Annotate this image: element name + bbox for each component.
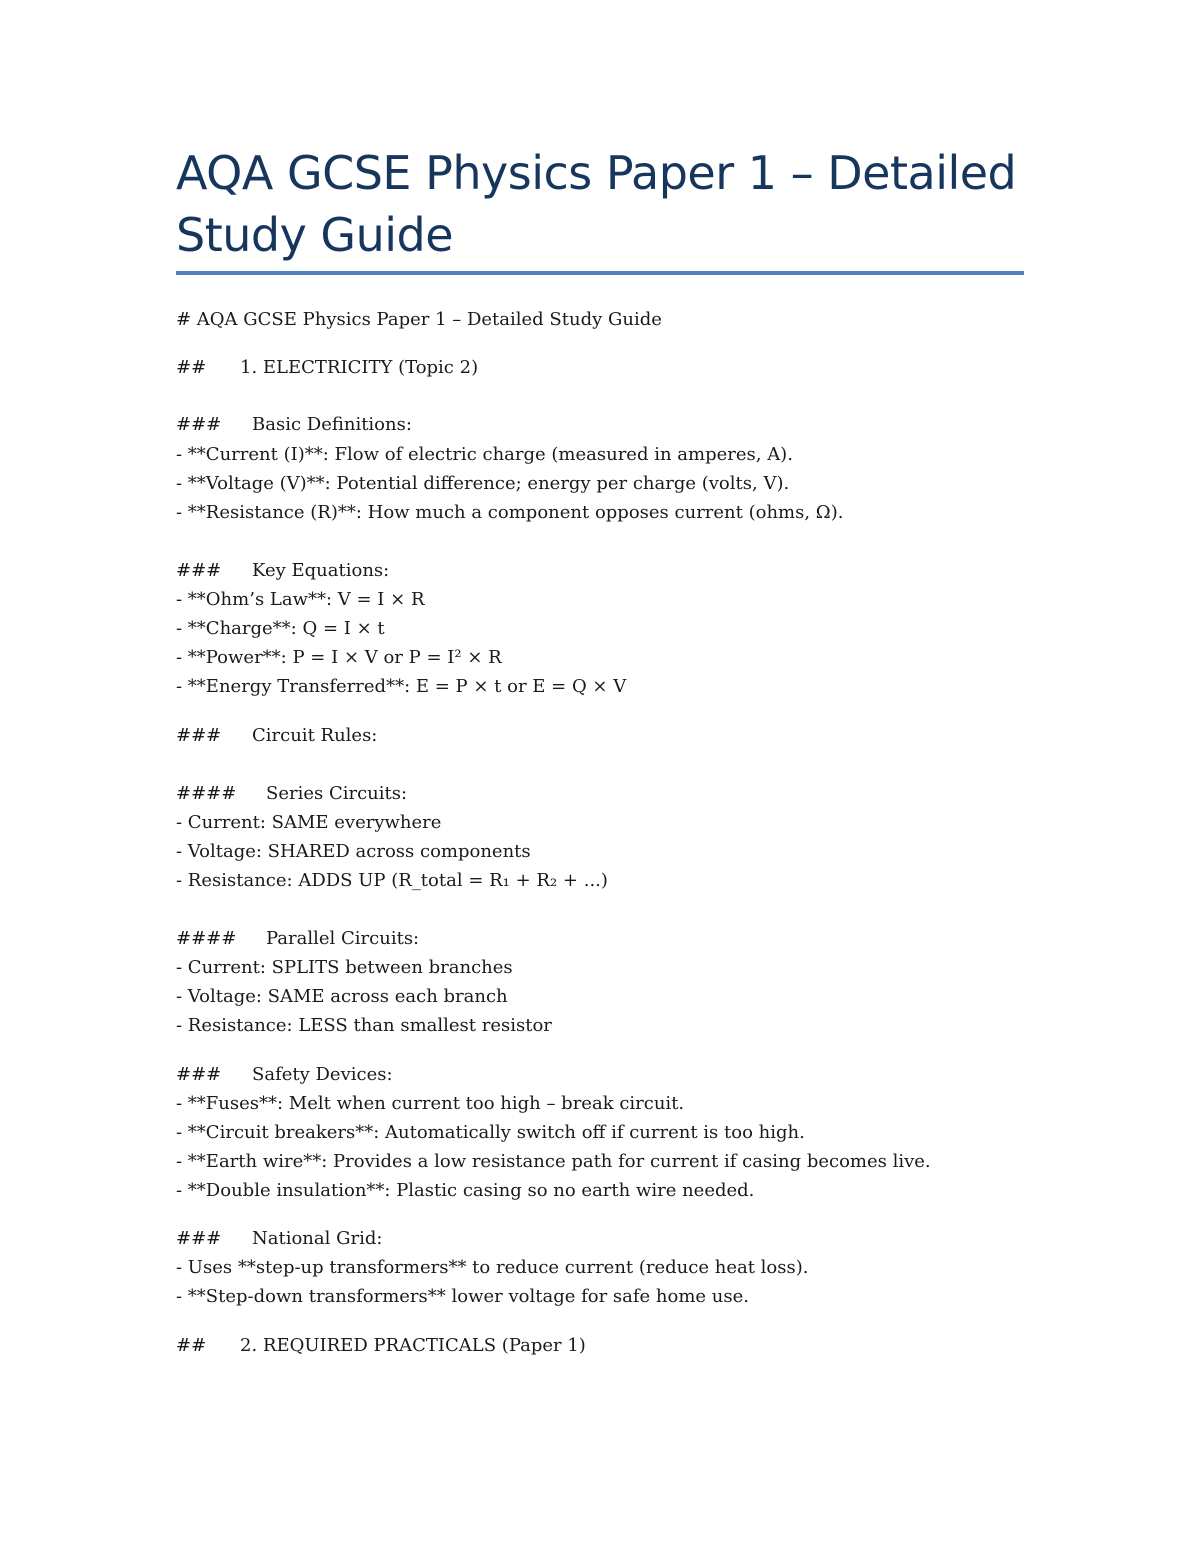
line-text: - Resistance: ADDS UP (R_total = R₁ + R₂ + ...)	[176, 870, 608, 891]
line-text: - **Voltage (V)**: Potential difference; energy per charge (volts, V).	[176, 473, 790, 494]
line-text: - **Earth wire**: Provides a low resistance path for current if casing becomes live.	[176, 1151, 931, 1172]
heading-marker: ###	[176, 725, 222, 746]
heading-line	[176, 356, 478, 380]
line-text: - **Double insulation**: Plastic casing so no earth wire needed.	[176, 1180, 755, 1201]
heading-marker: ###	[176, 1064, 222, 1085]
bullet-line	[176, 840, 531, 864]
title-underline	[176, 271, 1024, 275]
line-text: - **Resistance (R)**: How much a component opposes current (ohms, Ω).	[176, 502, 844, 523]
line-text: National Grid:	[252, 1228, 383, 1249]
line-text: - Voltage: SHARED across components	[176, 841, 531, 862]
line-text: - Current: SAME everywhere	[176, 812, 442, 833]
bullet-line	[176, 472, 789, 496]
line-text: Parallel Circuits:	[266, 928, 420, 949]
heading-line	[176, 782, 407, 806]
bullet-line	[176, 956, 513, 980]
line-text: - **Current (I)**: Flow of electric charge (measured in amperes, A).	[176, 444, 793, 465]
line-text: - **Power**: P = I × V or P = I² × R	[176, 647, 502, 668]
line-text: - **Ohm’s Law**: V = I × R	[176, 589, 425, 610]
heading-marker: ####	[176, 928, 237, 949]
heading-line	[176, 559, 389, 583]
heading-line	[176, 1227, 382, 1251]
line-text: - **Energy Transferred**: E = P × t or E = Q × V	[176, 676, 627, 697]
bullet-line	[176, 1150, 931, 1174]
line-text: 2. REQUIRED PRACTICALS (Paper 1)	[240, 1335, 586, 1356]
line-text: Safety Devices:	[252, 1064, 393, 1085]
text-line	[176, 308, 662, 332]
document-title: AQA GCSE Physics Paper 1 – Detailed Study Guide	[176, 146, 1017, 262]
line-text: Key Equations:	[252, 560, 390, 581]
line-text: Basic Definitions:	[252, 414, 412, 435]
bullet-line	[176, 1179, 754, 1203]
line-text: Circuit Rules:	[252, 725, 378, 746]
bullet-line	[176, 985, 508, 1009]
line-text: - Resistance: LESS than smallest resistor	[176, 1015, 552, 1036]
bullet-line	[176, 869, 608, 893]
bullet-line	[176, 1285, 749, 1309]
bullet-line	[176, 617, 385, 641]
heading-marker: ###	[176, 1228, 222, 1249]
heading-line	[176, 413, 412, 437]
heading-marker: ##	[176, 357, 207, 378]
line-text: # AQA GCSE Physics Paper 1 – Detailed Study Guide	[176, 309, 662, 330]
bullet-line	[176, 646, 502, 670]
line-text: - **Fuses**: Melt when current too high – break circuit.	[176, 1093, 685, 1114]
bullet-line	[176, 443, 793, 467]
bullet-line	[176, 588, 425, 612]
bullet-line	[176, 501, 843, 525]
heading-line	[176, 1063, 393, 1087]
line-text: - **Charge**: Q = I × t	[176, 618, 385, 639]
bullet-line	[176, 1014, 552, 1038]
heading-marker: ###	[176, 560, 222, 581]
heading-marker: ##	[176, 1335, 207, 1356]
line-text: 1. ELECTRICITY (Topic 2)	[240, 357, 479, 378]
bullet-line	[176, 675, 626, 699]
heading-line	[176, 724, 377, 748]
line-text: - **Step-down transformers** lower voltage for safe home use.	[176, 1286, 750, 1307]
bullet-line	[176, 811, 441, 835]
line-text: Series Circuits:	[266, 783, 408, 804]
line-text: - Current: SPLITS between branches	[176, 957, 513, 978]
heading-line	[176, 927, 419, 951]
heading-marker: ####	[176, 783, 237, 804]
line-text: - Voltage: SAME across each branch	[176, 986, 508, 1007]
bullet-line	[176, 1256, 808, 1280]
heading-marker: ###	[176, 414, 222, 435]
line-text: - Uses **step-up transformers** to reduce current (reduce heat loss).	[176, 1257, 809, 1278]
line-text: - **Circuit breakers**: Automatically switch off if current is too high.	[176, 1122, 805, 1143]
heading-line	[176, 1334, 586, 1358]
bullet-line	[176, 1092, 684, 1116]
bullet-line	[176, 1121, 805, 1145]
